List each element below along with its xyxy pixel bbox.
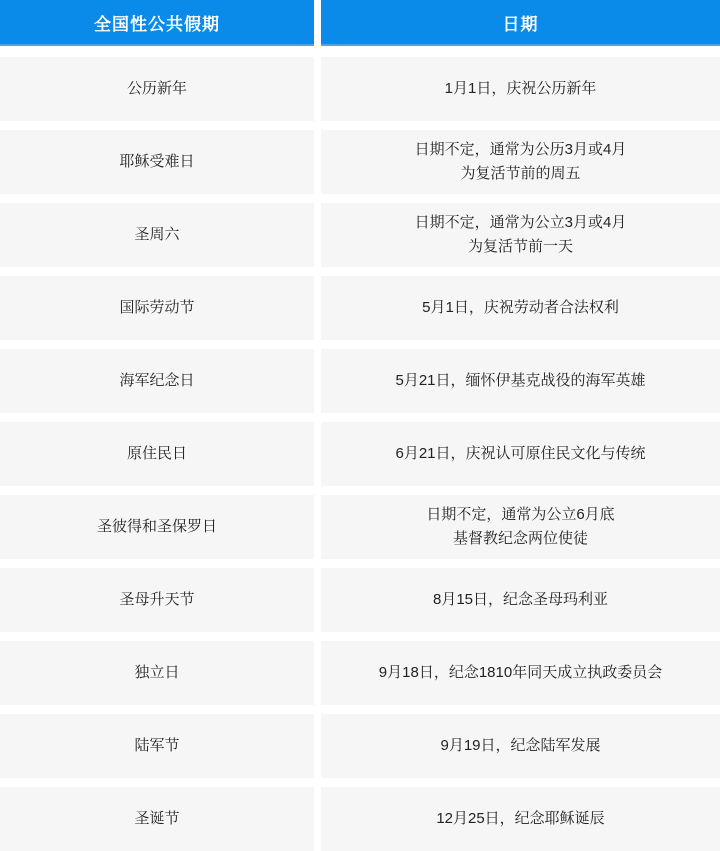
table-header-row — [0, 0, 720, 46]
date-cell — [321, 568, 720, 632]
table-row — [0, 787, 720, 851]
holiday-label: 原住民日 — [126, 445, 187, 462]
table-row — [0, 130, 720, 194]
header-cell-date — [321, 0, 720, 46]
holiday-cell — [0, 349, 314, 413]
holiday-cell — [0, 422, 314, 486]
holiday-label: 公历新年 — [126, 80, 187, 97]
table-row — [0, 276, 720, 340]
date-line: 8月15日，纪念圣母玛利亚 — [432, 591, 609, 608]
holiday-label: 耶稣受难日 — [119, 153, 195, 170]
holiday-cell — [0, 276, 314, 340]
date-cell — [321, 641, 720, 705]
header-holiday-label: 全国性公共假期 — [94, 14, 220, 34]
header-cell-holiday — [0, 0, 314, 46]
table-row — [0, 568, 720, 632]
date-line: 1月1日，庆祝公历新年 — [444, 80, 597, 97]
holiday-cell — [0, 203, 314, 267]
date-line: 基督教纪念两位使徒 — [452, 530, 588, 547]
table-row — [0, 203, 720, 267]
date-cell — [321, 495, 720, 559]
holiday-cell — [0, 787, 314, 851]
date-cell — [321, 57, 720, 121]
holiday-label: 国际劳动节 — [119, 299, 195, 316]
date-cell — [321, 422, 720, 486]
date-cell — [321, 349, 720, 413]
date-cell — [321, 787, 720, 851]
holiday-cell — [0, 57, 314, 121]
table-row — [0, 495, 720, 559]
date-line: 为复活节前的周五 — [460, 165, 581, 182]
date-line: 6月21日，庆祝认可原住民文化与传统 — [395, 445, 646, 462]
holiday-label: 独立日 — [134, 664, 180, 681]
table-row — [0, 349, 720, 413]
date-line: 12月25日，纪念耶稣诞辰 — [436, 810, 605, 827]
holiday-cell — [0, 495, 314, 559]
date-cell — [321, 203, 720, 267]
date-line: 5月21日，缅怀伊基克战役的海军英雄 — [395, 372, 646, 389]
date-cell — [321, 130, 720, 194]
date-line: 日期不定，通常为公立3月或4月 — [414, 214, 627, 231]
holiday-label: 圣周六 — [134, 226, 180, 243]
table-row — [0, 714, 720, 778]
holiday-cell — [0, 130, 314, 194]
holiday-label: 圣母升天节 — [119, 591, 195, 608]
date-line: 5月1日，庆祝劳动者合法权利 — [422, 299, 619, 316]
holiday-cell — [0, 568, 314, 632]
date-line: 日期不定，通常为公历3月或4月 — [414, 141, 627, 158]
table-row — [0, 57, 720, 121]
date-line: 为复活节前一天 — [467, 238, 573, 255]
date-cell — [321, 714, 720, 778]
holiday-label: 圣彼得和圣保罗日 — [96, 518, 217, 535]
table-row — [0, 422, 720, 486]
table-row — [0, 641, 720, 705]
date-line: 9月18日，纪念1810年同天成立执政委员会 — [378, 664, 663, 681]
header-date-label: 日期 — [502, 14, 539, 34]
holiday-label: 圣诞节 — [134, 810, 180, 827]
holiday-label: 陆军节 — [134, 737, 180, 754]
date-cell — [321, 276, 720, 340]
holiday-label: 海军纪念日 — [119, 372, 195, 389]
holiday-cell — [0, 714, 314, 778]
date-line: 日期不定，通常为公立6月底 — [426, 506, 615, 523]
holiday-cell — [0, 641, 314, 705]
date-line: 9月19日，纪念陆军发展 — [440, 737, 601, 754]
